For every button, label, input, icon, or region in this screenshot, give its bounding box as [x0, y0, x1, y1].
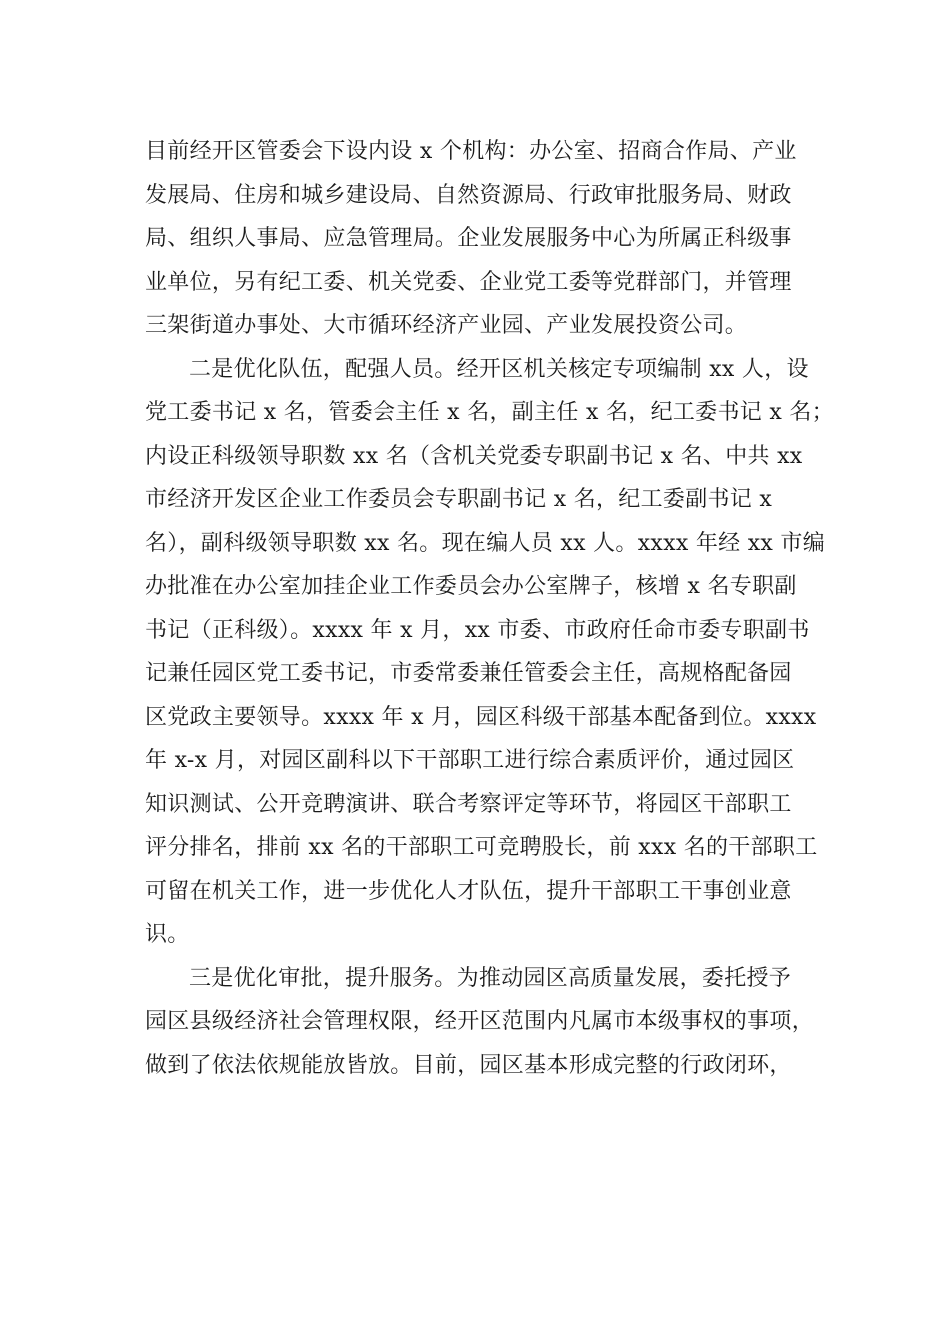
paragraph-line: 发展局、住房和城乡建设局、自然资源局、行政审批服务局、财政 [145, 182, 792, 208]
paragraph-line: 年 x-x 月，对园区副科以下干部职工进行综合素质评价，通过园区 [145, 748, 795, 773]
paragraph-first-line: 二是优化队伍，配强人员。经开区机关核定专项编制 xx 人，设 [189, 356, 809, 382]
paragraph-line: 评分排名，排前 xx 名的干部职工可竞聘股长，前 xxx 名的干部职工 [145, 835, 818, 860]
paragraph-line: 办批准在办公室加挂企业工作委员会办公室牌子，核增 x 名专职副 [145, 574, 797, 599]
document-body [145, 130, 834, 1087]
paragraph-line: 业单位，另有纪工委、机关党委、企业党工委等党群部门，并管理 [145, 269, 792, 295]
paragraph-line: 记兼任园区党工委书记，市委常委兼任管委会主任，高规格配备园 [145, 661, 792, 686]
paragraph-line: 局、组织人事局、应急管理局。企业发展服务中心为所属正科级事 [145, 226, 792, 251]
paragraph-line: 可留在机关工作，进一步优化人才队伍，提升干部职工干事创业意 [145, 878, 792, 904]
paragraph-line: 三架街道办事处、大市循环经济产业园、产业发展投资公司。 [145, 313, 748, 338]
paragraph-line: 书记（正科级）。xxxx 年 x 月，xx 市委、市政府任命市委专职副书 [145, 617, 810, 643]
paragraph-line: 园区县级经济社会管理权限，经开区范围内凡属市本级事权的事项， [145, 1009, 815, 1034]
paragraph-line: 识。 [145, 922, 190, 947]
paragraph-line: 目前经开区管委会下设内设 x 个机构：办公室、招商合作局、产业 [145, 139, 797, 164]
paragraph-line: 区党政主要领导。xxxx 年 x 月，园区科级干部基本配备到位。xxxx [145, 704, 817, 730]
paragraph-first-line: 三是优化审批，提升服务。为推动园区高质量发展，委托授予 [189, 965, 792, 991]
paragraph-line: 做到了依法依规能放皆放。目前，园区基本形成完整的行政闭环， [145, 1052, 792, 1078]
paragraph-line: 内设正科级领导职数 xx 名（含机关党委专职副书记 x 名、中共 xx [145, 443, 803, 469]
paragraph-line: 名），副科级领导职数 xx 名。现在编人员 xx 人。xxxx 年经 xx 市编 [145, 530, 826, 556]
paragraph-line: 市经济开发区企业工作委员会专职副书记 x 名，纪工委副书记 x [145, 487, 773, 512]
paragraph-line: 党工委书记 x 名，管委会主任 x 名，副主任 x 名，纪工委书记 x 名； [145, 400, 834, 425]
paragraph-line: 知识测试、公开竞聘演讲、联合考察评定等环节，将园区干部职工 [145, 791, 792, 817]
